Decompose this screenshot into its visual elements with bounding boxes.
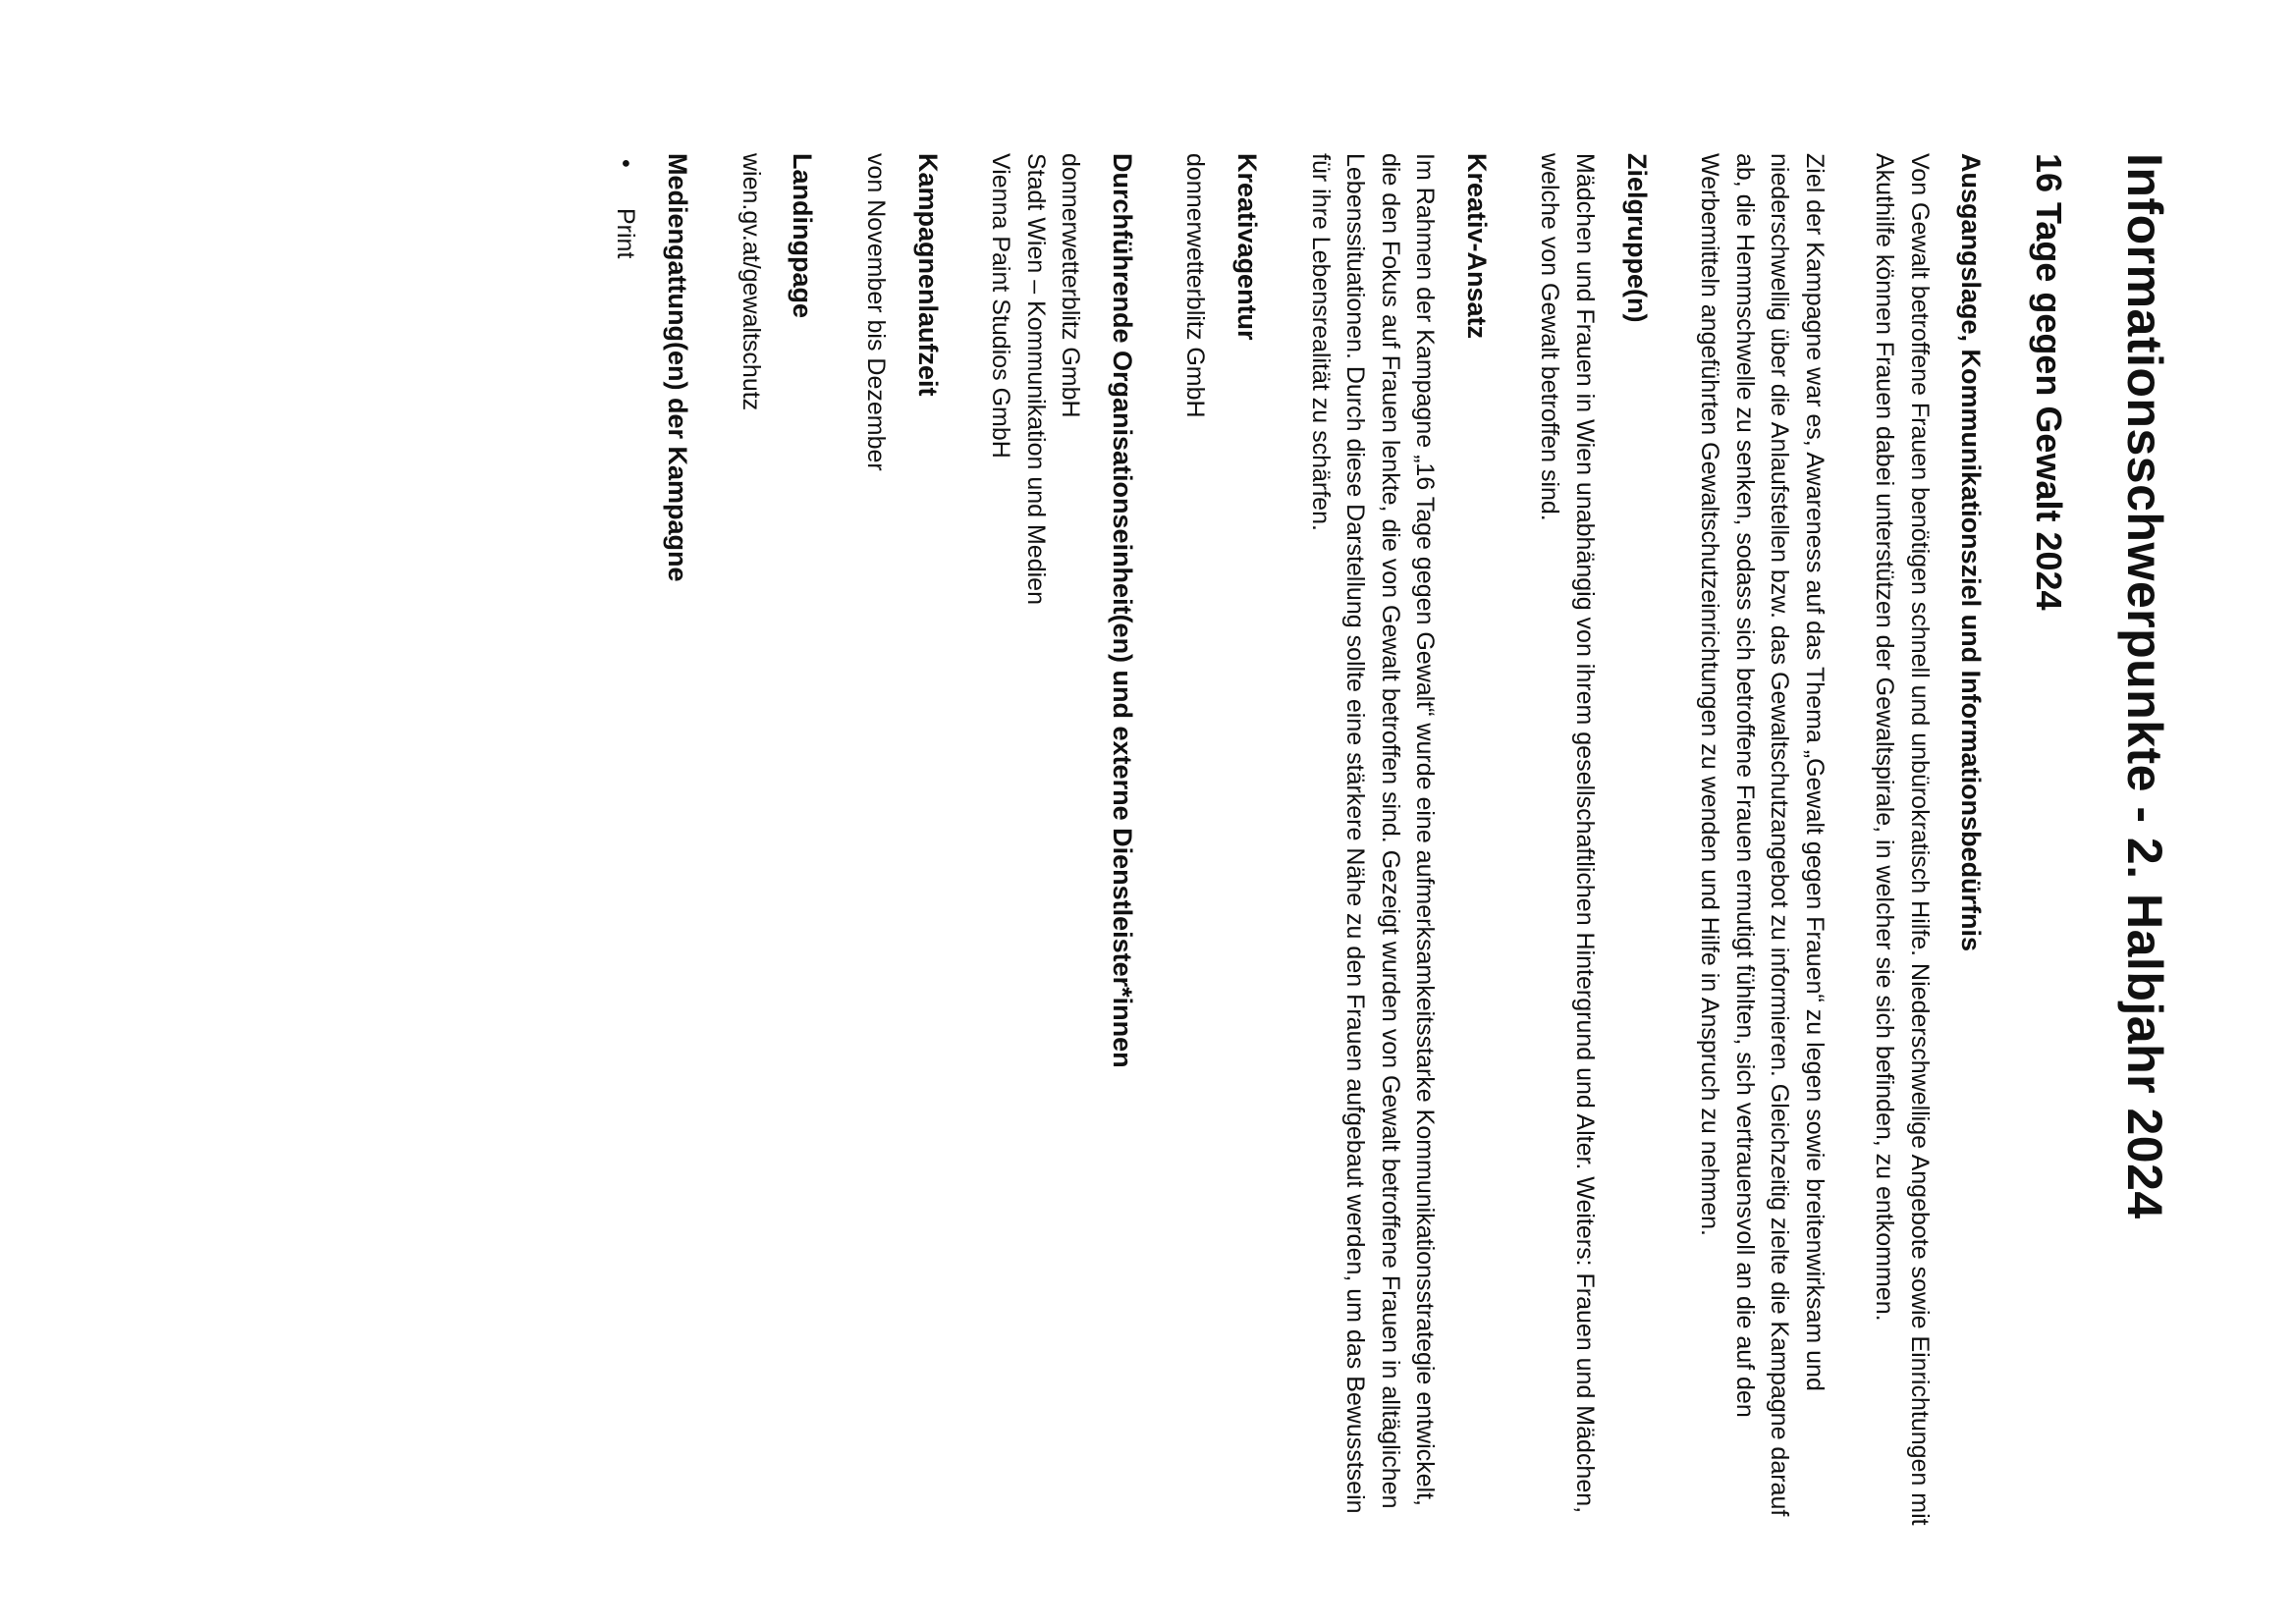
section-landingpage [733,153,818,1528]
section-heading: Kreativagentur [1232,153,1263,341]
paragraph: Ziel der Kampagne war es, Awareness auf das Thema „Gewalt gegen Frauen“ zu legen sowie breitenwirksam und niederschwellig über die Anlaufstellen bzw. das Gewaltschutzangebot zu informieren. Gleichzeitig zielte die Kampagne darauf ab, die Hemmschwelle zu senken, sodass sich betroffene Frauen ermutigt fühlten, sich vertrauensvoll an die auf den Werbemitteln angeführten Gewaltschutzeinrichtungen zu wenden und Hilfe in Anspruch zu nehmen. [1696,153,1829,1517]
provider-list [983,153,1088,1528]
section-kreativagentur [1177,153,1263,1528]
section-kreativ-ansatz [1302,153,1493,1528]
section-heading: Landingpage [788,153,818,318]
paragraph: von November bis Dezember [861,153,890,471]
paragraph: donnerwetterblitz GmbH [1181,153,1210,418]
paragraph: Im Rahmen der Kampagne „16 Tage gegen Gewalt“ wurde eine aufmerksamkeitsstarke Kommunikationsstrategie entwickelt, die den Fokus auf Frauen lenkte, die von Gewalt betroffen sind. Gezeigt wurden von Gewalt betroffene Frauen in alltäglichen Lebenssituationen. Durch diese Darstellung sollte eine stärkere Nähe zu den Frauen aufgebaut werden, um das Bewusstsein für ihre Lebensrealität zu schärfen. [1306,153,1440,1514]
document-body [608,153,2172,1528]
media-list [608,153,643,1528]
section-mediengattung [608,153,693,1528]
section-heading: Ausgangslage, Kommunikationsziel und Informationsbedürfnis [1956,153,1987,952]
landingpage-url: wien.gv.at/gewaltschutz [737,153,765,411]
section-heading: Durchführende Organisationseinheit(en) und externe Dienstleister*innen [1107,153,1137,1068]
provider-line: Stadt Wien – Kommunikation und Medien [1021,153,1050,605]
section-ausgangslage [1692,153,1988,1528]
provider-line: donnerwetterblitz GmbH [1057,153,1085,418]
bullet-icon: • [612,159,640,168]
campaign-title: 16 Tage gegen Gewalt 2024 [2029,153,2070,611]
section-heading: Kampagnenlaufzeit [912,153,943,397]
list-item [608,153,643,1528]
paragraph: Von Gewalt betroffene Frauen benötigen schnell und unbürokratisch Hilfe. Niederschwellige Angebote sowie Einrichtungen mit Akuthilfe können Frauen dabei unterstützen der Gewaltspirale, in welcher sie sich befinden, zu entkommen. [1871,153,1934,1526]
document-title: Informationsschwerpunkte - 2. Halbjahr 2024 [2117,153,2172,1219]
provider-line: Vienna Paint Studios GmbH [987,153,1015,459]
section-heading: Zielgruppe(n) [1621,153,1652,323]
section-durchfuehrende [983,153,1138,1528]
list-item-label: Print [612,208,640,259]
section-heading: Mediengattung(en) der Kampagne [663,153,693,582]
section-kampagnenlaufzeit [857,153,943,1528]
paragraph: Mädchen und Frauen in Wien unabhängig von ihrem gesellschaftlichen Hintergrund und Alter. Weiters: Frauen und Mädchen, welche von Gewalt betroffen sind. [1536,153,1599,1514]
section-zielgruppe [1532,153,1653,1528]
section-heading: Kreativ-Ansatz [1461,153,1492,340]
